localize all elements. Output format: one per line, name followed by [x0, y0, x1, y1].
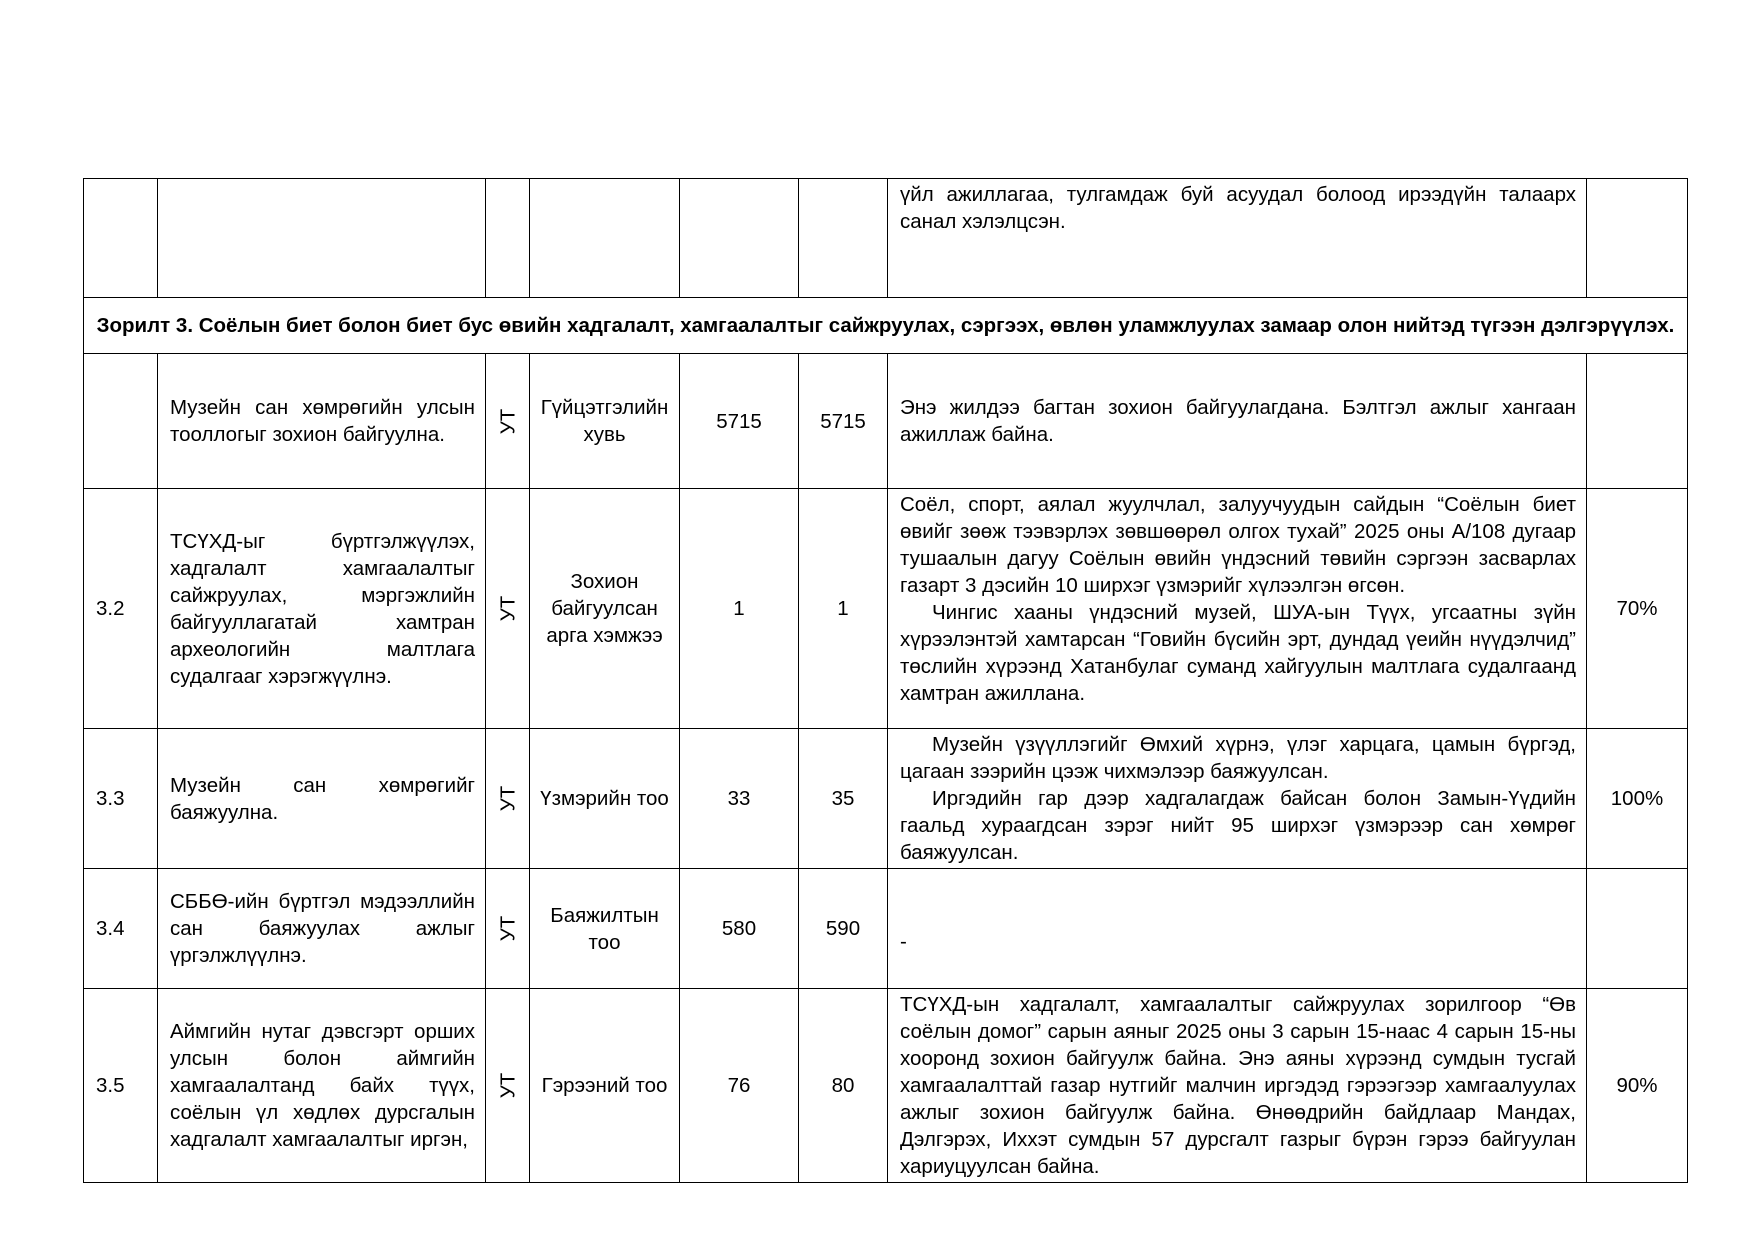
- progress-cell: [888, 729, 1587, 869]
- baseline-value: 33: [680, 729, 799, 869]
- activity-text: Музейн сан хөмрөгийг баяжуулна.: [158, 729, 486, 869]
- table-row: [84, 489, 1688, 729]
- target-value: 80: [799, 989, 888, 1183]
- responsible-label: УТ: [495, 1072, 519, 1099]
- progress-text: -: [900, 930, 907, 953]
- baseline-value: 1: [680, 489, 799, 729]
- percent-cell: [1587, 179, 1688, 298]
- progress-cell: [888, 179, 1587, 298]
- percent-value: 100%: [1587, 729, 1688, 869]
- responsible-label: УТ: [495, 595, 519, 622]
- baseline-value: 580: [680, 869, 799, 989]
- goal-heading: Зорилт 3. Соёлын биет болон биет бус өвийн хадгалалт, хамгаалалтыг сайжруулах, сэргээх, өвлөн уламжлуулах замаар олон нийтэд түгээн дэлгэрүүлэх.: [84, 298, 1688, 354]
- progress-text: үйл ажиллагаа, тулгамдаж буй асуудал болоод ирээдүйн талаарх санал хэлэлцсэн.: [900, 183, 1576, 233]
- percent-value: 90%: [1587, 989, 1688, 1183]
- table-row: [84, 179, 1688, 298]
- responsible-label: УТ: [495, 915, 519, 942]
- percent-value: [1587, 354, 1688, 489]
- indicator-text: Гүйцэтгэлийн хувь: [530, 354, 680, 489]
- responsible-cell: [486, 989, 530, 1183]
- progress-text: Соёл, спорт, аялал жуулчлал, залуучуудын сайдын “Соёлын биет өвийг зөөж тээвэрлэх зөвшөөрөл олгох тухай” 2025 оны А/108 дугаар тушаалын дагуу Соёлын өвийн үндэсний төвийн сэргээн засварлах газарт 3 дэсийн 10 ширхэг үзмэрийг хүлээлгэн өгсөн.: [900, 493, 1576, 597]
- responsible-cell: [486, 354, 530, 489]
- responsible-label: УТ: [495, 408, 519, 434]
- row-number: 3.2: [84, 489, 158, 729]
- activity-text: Аймгийн нутаг дэвсгэрт орших улсын болон аймгийн хамгаалалтанд байх түүх, соёлын үл хөдлөх дурсгалын хадгалалт хамгаалалтыг иргэн,: [158, 989, 486, 1183]
- indicator-text: Баяжилтын тоо: [530, 869, 680, 989]
- indicator-text: Гэрээний тоо: [530, 989, 680, 1183]
- progress-report-table: [83, 178, 1688, 1183]
- goal-row: [84, 298, 1688, 354]
- target-value: 1: [799, 489, 888, 729]
- baseline-value: 76: [680, 989, 799, 1183]
- percent-value: [1587, 869, 1688, 989]
- activity-cell: [158, 179, 486, 298]
- responsible-label: УТ: [495, 785, 519, 812]
- num-cell: [84, 179, 158, 298]
- row-number: [84, 354, 158, 489]
- progress-cell: [888, 354, 1587, 489]
- responsible-cell: [486, 729, 530, 869]
- indicator-cell: [530, 179, 680, 298]
- indicator-text: Зохион байгуулсан арга хэмжээ: [530, 489, 680, 729]
- progress-text: Иргэдийн гар дээр хадгалагдаж байсан болон Замын-Үүдийн гаальд хураагдсан зэрэг нийт 95 ширхэг үзмэрээр сан хөмрөг баяжуулсан.: [900, 787, 1576, 864]
- progress-text: ТСҮХД-ын хадгалалт, хамгаалалтыг сайжруулах зорилгоор “Өв соёлын домог” сарын аяныг 2025 оны 3 сарын 15-наас 4 сарын 15-ны хооронд зохион байгуулж байна. Энэ аяны хүрээнд сумдын тусгай хамгаалалттай газар нутгийг малчин иргэдэд гэрээгээр хамгаалуулах ажлыг зохион байгуулж байна. Өнөөдрийн байдлаар Мандах, Дэлгэрэх, Иххэт сумдын 57 дурсгалт газрыг бүрэн гэрээ байгуулан хариуцуулсан байна.: [900, 993, 1576, 1178]
- responsible-cell: [486, 489, 530, 729]
- progress-cell: [888, 989, 1587, 1183]
- row-number: 3.3: [84, 729, 158, 869]
- target-value: 590: [799, 869, 888, 989]
- table-row: [84, 869, 1688, 989]
- row-number: 3.5: [84, 989, 158, 1183]
- row-number: 3.4: [84, 869, 158, 989]
- responsible-cell: [486, 869, 530, 989]
- target-value: 5715: [799, 354, 888, 489]
- table-row: [84, 354, 1688, 489]
- target-cell: [799, 179, 888, 298]
- percent-value: 70%: [1587, 489, 1688, 729]
- baseline-cell: [680, 179, 799, 298]
- activity-text: Музейн сан хөмрөгийн улсын тооллогыг зохион байгуулна.: [158, 354, 486, 489]
- indicator-text: Үзмэрийн тоо: [530, 729, 680, 869]
- target-value: 35: [799, 729, 888, 869]
- table-row: [84, 989, 1688, 1183]
- progress-text: Чингис хааны үндэсний музей, ШУА-ын Түүх, угсаатны зүйн хүрээлэнтэй хамтарсан “Говийн бүсийн эрт, дундад үеийн нүүдэлчид” төслийн хүрээнд Хатанбулаг суманд хайгуулын малтлага судалгаанд хамтран ажиллана.: [900, 601, 1576, 705]
- activity-text: СББӨ-ийн бүртгэл мэдээллийн сан баяжуулах ажлыг үргэлжлүүлнэ.: [158, 869, 486, 989]
- baseline-value: 5715: [680, 354, 799, 489]
- progress-text: Музейн үзүүллэгийг Өмхий хүрнэ, үлэг харцага, цамын бүргэд, цагаан зээрийн цээж чихмэлээр баяжуулсан.: [900, 733, 1576, 783]
- progress-cell: [888, 869, 1587, 989]
- resp-cell: [486, 179, 530, 298]
- table-row: [84, 729, 1688, 869]
- activity-text: ТСҮХД-ыг бүртгэлжүүлэх, хадгалалт хамгаалалтыг сайжруулах, мэргэжлийн байгууллагатай хамтран археологийн малтлага судалгааг хэрэгжүүлнэ.: [158, 489, 486, 729]
- progress-text: Энэ жилдээ багтан зохион байгуулагдана. Бэлтгэл ажлыг хангаан ажиллаж байна.: [900, 396, 1576, 446]
- progress-cell: [888, 489, 1587, 729]
